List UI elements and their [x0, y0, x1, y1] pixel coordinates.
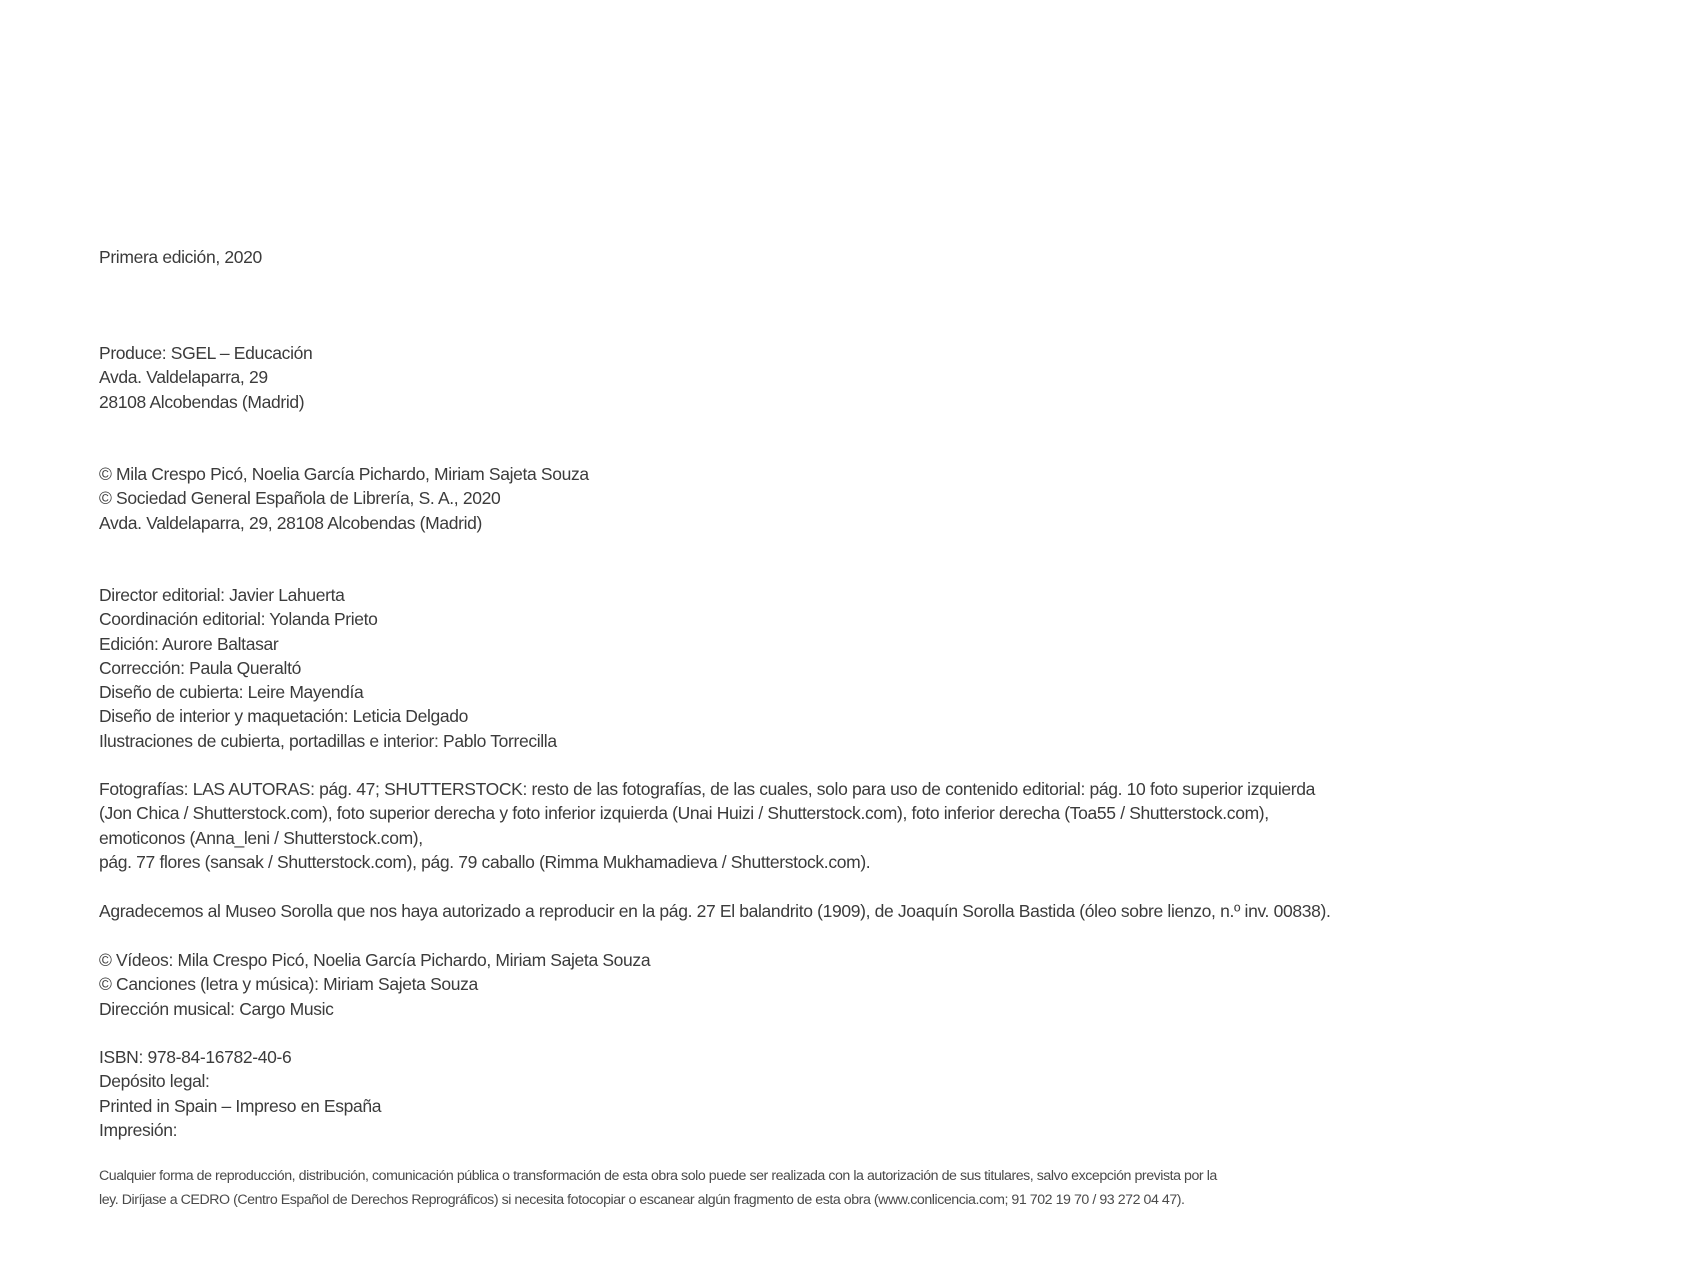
media-line: © Vídeos: Mila Crespo Picó, Noelia García Pichardo, Miriam Sajeta Souza: [99, 950, 651, 970]
copyright-block: [99, 462, 1379, 535]
credit-line: Diseño de cubierta: Leire Mayendía: [99, 682, 364, 703]
photo-credit-line: (Jon Chica / Shutterstock.com), foto superior derecha y foto inferior izquierda (Unai Huizi / Shutterstock.com), foto inferior derecha (Toa55 / Shutterstock.com),: [99, 803, 1269, 824]
photo-credits: [99, 777, 1379, 874]
credit-line: Edición: Aurore Baltasar: [99, 633, 279, 654]
media-credits: [99, 948, 1379, 1021]
producer-block: [99, 341, 1379, 414]
credit-line: Diseño de interior y maquetación: Leticia Delgado: [99, 706, 469, 727]
media-line: Dirección musical: Cargo Music: [99, 998, 334, 1019]
producer-line: Produce: SGEL – Educación: [99, 343, 313, 363]
copyright-line: © Mila Crespo Picó, Noelia García Pichardo, Miriam Sajeta Souza: [99, 464, 589, 484]
credit-line: Corrección: Paula Queraltó: [99, 657, 301, 678]
credit-line: Director editorial: Javier Lahuerta: [99, 585, 345, 605]
edition-text: Primera edición, 2020: [99, 247, 262, 267]
photo-credit-line: Fotografías: LAS AUTORAS: pág. 47; SHUTTERSTOCK: resto de las fotografías, de las cuales, solo para uso de contenido editorial: pág. 10 foto superior izquierda: [99, 779, 1316, 799]
legal-notice: [99, 1164, 1379, 1213]
producer-line: 28108 Alcobendas (Madrid): [99, 391, 305, 412]
credit-line: Coordinación editorial: Yolanda Prieto: [99, 609, 378, 630]
copyright-line: © Sociedad General Española de Librería, S. A., 2020: [99, 488, 501, 509]
producer-line: Avda. Valdelaparra, 29: [99, 367, 268, 388]
photo-credit-line: emoticonos (Anna_leni / Shutterstock.com),: [99, 827, 423, 848]
isbn-line: ISBN: 978-84-16782-40-6: [99, 1047, 292, 1067]
credits-block: [99, 583, 1379, 753]
edition-block: [99, 245, 1379, 269]
isbn-line: Depósito legal:: [99, 1071, 210, 1092]
copyright-line: Avda. Valdelaparra, 29, 28108 Alcobendas (Madrid): [99, 512, 483, 533]
credit-line: Ilustraciones de cubierta, portadillas e interior: Pablo Torrecilla: [99, 730, 557, 751]
legal-line: ley. Diríjase a CEDRO (Centro Español de Derechos Reprográficos) si necesita fotocopiar o escanear algún fragmento de esta obra (www.conlicencia.com; 91 702 19 70 / 93 272 04 47).: [99, 1192, 1185, 1209]
media-line: © Canciones (letra y música): Miriam Sajeta Souza: [99, 974, 478, 995]
isbn-line: Impresión:: [99, 1119, 178, 1140]
isbn-block: [99, 1045, 1379, 1142]
thanks-text: Agradecemos al Museo Sorolla que nos haya autorizado a reproducir en la pág. 27 El balandrito (1909), de Joaquín Sorolla Bastida (óleo sobre lienzo, n.º inv. 00838).: [99, 901, 1331, 921]
photo-credit-line: pág. 77 flores (sansak / Shutterstock.com), pág. 79 caballo (Rimma Mukhamadieva / Shutterstock.com).: [99, 851, 871, 872]
thanks-block: [99, 899, 1379, 923]
legal-line: Cualquier forma de reproducción, distribución, comunicación pública o transformación de esta obra solo puede ser realizada con la autorización de sus titulares, salvo excepción prevista por la: [99, 1168, 1217, 1184]
isbn-line: Printed in Spain – Impreso en España: [99, 1095, 382, 1116]
